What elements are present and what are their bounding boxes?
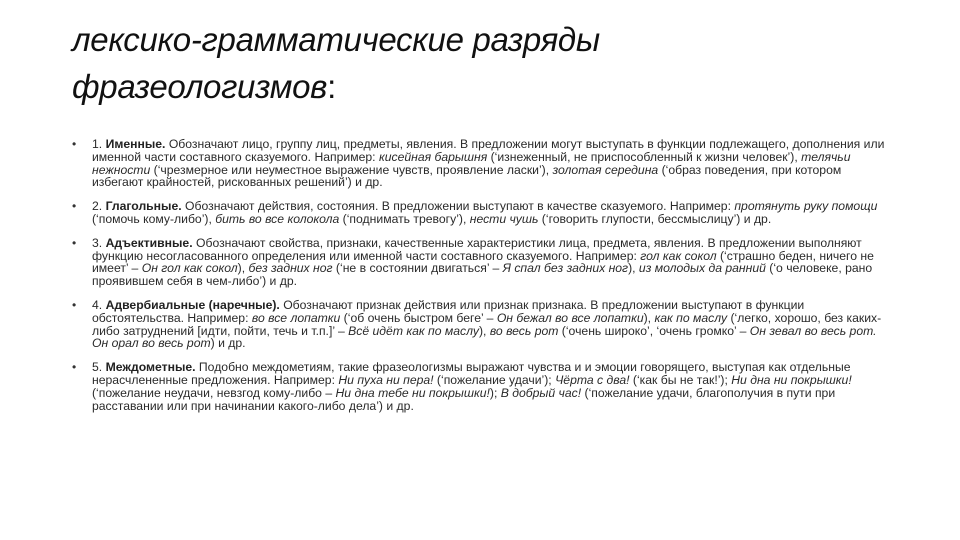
phraseologism-example: Ни дна тебе ни покрышки! [335, 385, 490, 400]
body-text: (‘об очень быстром беге’ – [340, 310, 497, 325]
item-body [92, 236, 874, 288]
item-body [92, 199, 877, 226]
body-text: (‘о человеке, рано проявившем себя в чем-либо’) и др. [92, 261, 873, 289]
phraseologism-example: нести чушь [469, 211, 539, 226]
phraseologism-example: золотая середина [552, 162, 659, 177]
body-text: (‘пожелание неудачи, невзгод кому-либо – [92, 385, 336, 400]
item-number: 3. [92, 235, 103, 250]
body-text: (‘говорить глупости, бессмыслицу’) и др. [538, 211, 772, 226]
item-number: 2. [92, 199, 103, 214]
body-text: (‘не в состоянии двигаться’ – [332, 261, 503, 276]
list-item [72, 361, 892, 412]
phraseologism-example: Всё идёт как по маслу [348, 323, 479, 338]
body-text: (‘поднимать тревогу’), [339, 211, 470, 226]
item-body [92, 360, 852, 412]
phraseologism-example: Он бежал во все лопатки [496, 310, 644, 325]
body-text: (‘помочь кому-либо’), [92, 211, 216, 226]
list-item [72, 237, 892, 288]
list-item [72, 299, 892, 350]
bullet-icon: • [72, 360, 77, 375]
body-text: ), [478, 323, 490, 338]
phraseologism-example: Чёрта с два! [555, 372, 630, 387]
body-text: Подобно междометиям, такие фразеологизмы выражают чувства и и эмоции говорящего, выступая как отдельные нерасчлененные предложения. Например: [92, 360, 851, 387]
body-text: (‘страшно беден, ничего не имеет’ – [92, 248, 874, 276]
phraseologism-example: Он гол как сокол [141, 261, 238, 276]
phraseologism-example: как по маслу [654, 310, 728, 325]
phraseologism-example: протянуть руку помощи [734, 199, 878, 214]
title-line-2-text: фразеологизмов [72, 68, 328, 105]
body-text: ); [489, 385, 501, 400]
phraseologism-example: Он зевал во весь рот. Он орал во весь рот [92, 323, 877, 351]
phraseologism-example: Ни пуха ни пера! [338, 372, 434, 387]
bullet-icon: • [72, 137, 77, 151]
body-text: (‘изнеженный, не приспособленный к жизни человек’), [487, 149, 802, 164]
item-heading: Глагольные. [105, 199, 182, 214]
item-heading: Адвербиальные (наречные). [105, 297, 280, 312]
title-line-2 [72, 63, 892, 110]
bullet-icon: • [72, 297, 77, 312]
body-text: (‘пожелание удачи’); [433, 372, 556, 387]
body-text: Обозначают действия, состояния. В предложении выступают в качестве сказуемого. Например: [185, 199, 735, 214]
item-body [92, 137, 884, 189]
phraseologism-example: В добрый час! [500, 385, 582, 400]
title-colon: : [327, 68, 336, 105]
item-heading: Именные. [105, 137, 166, 151]
body-text: ), [237, 261, 249, 276]
phraseologism-example: Я спал без задних ног [502, 261, 629, 276]
phraseologism-example: гол как сокол [640, 248, 717, 263]
phraseologism-example: из молодых да ранний [638, 261, 766, 276]
title-line-1: лексико-грамматические разряды [72, 21, 600, 58]
bullet-icon: • [72, 235, 77, 250]
body-text: (‘очень широко’, ‘очень громко’ – [558, 323, 750, 338]
body-text: (‘легко, хорошо, без каких-либо затруднений [идти, пойти, течь и т.п.]’ – [92, 310, 882, 338]
body-text: ) и др. [210, 336, 246, 351]
phraseologism-example: телячьи нежности [92, 149, 851, 177]
phraseologism-example: бить во все колокола [215, 211, 340, 226]
list-item [72, 200, 892, 226]
item-number: 1. [92, 137, 103, 151]
phraseologism-example: во весь рот [489, 323, 559, 338]
item-number: 4. [92, 297, 103, 312]
body-text: (‘пожелание удачи, благополучия в пути при расставании или при начинании какого-либо дела’) и др. [92, 385, 836, 413]
slide-title [72, 16, 892, 110]
body-text: (‘образ поведения, при котором избегают крайностей, рискованных решений’) и др. [92, 162, 842, 190]
phraseologism-example: кисейная барышня [378, 149, 488, 164]
phraseologism-example: Ни дна ни покрышки! [731, 372, 852, 387]
body-text: ), [643, 310, 655, 325]
body-text: ), [628, 261, 639, 276]
phraseologism-example: без задних ног [248, 261, 333, 276]
bullet-icon: • [72, 199, 77, 214]
item-heading: Междометные. [105, 360, 196, 375]
item-heading: Адъективные. [105, 235, 193, 250]
body-text: Обозначают лицо, группу лиц, предметы, явления. В предложении могут выступать в функции подлежащего, дополнения или именной части составного сказуемого. Например: [92, 137, 885, 164]
body-text: (‘чрезмерное или неуместное выражение чувств, проявление ласки’), [150, 162, 553, 177]
list-item [72, 138, 892, 189]
item-number: 5. [92, 360, 103, 375]
body-text: Обозначают свойства, признаки, качественные характеристики лица, предмета, явления. В предложении выполняют функцию несогласованного определения или именной части составного сказуемого. Например: [92, 235, 862, 263]
category-list [72, 138, 892, 423]
body-text: Обозначают признак действия или признак признака. В предложении выступают в функции обстоятельства. Например: [92, 297, 805, 325]
body-text: (‘как бы не так!’); [629, 372, 732, 387]
phraseologism-example: во все лопатки [251, 310, 341, 325]
